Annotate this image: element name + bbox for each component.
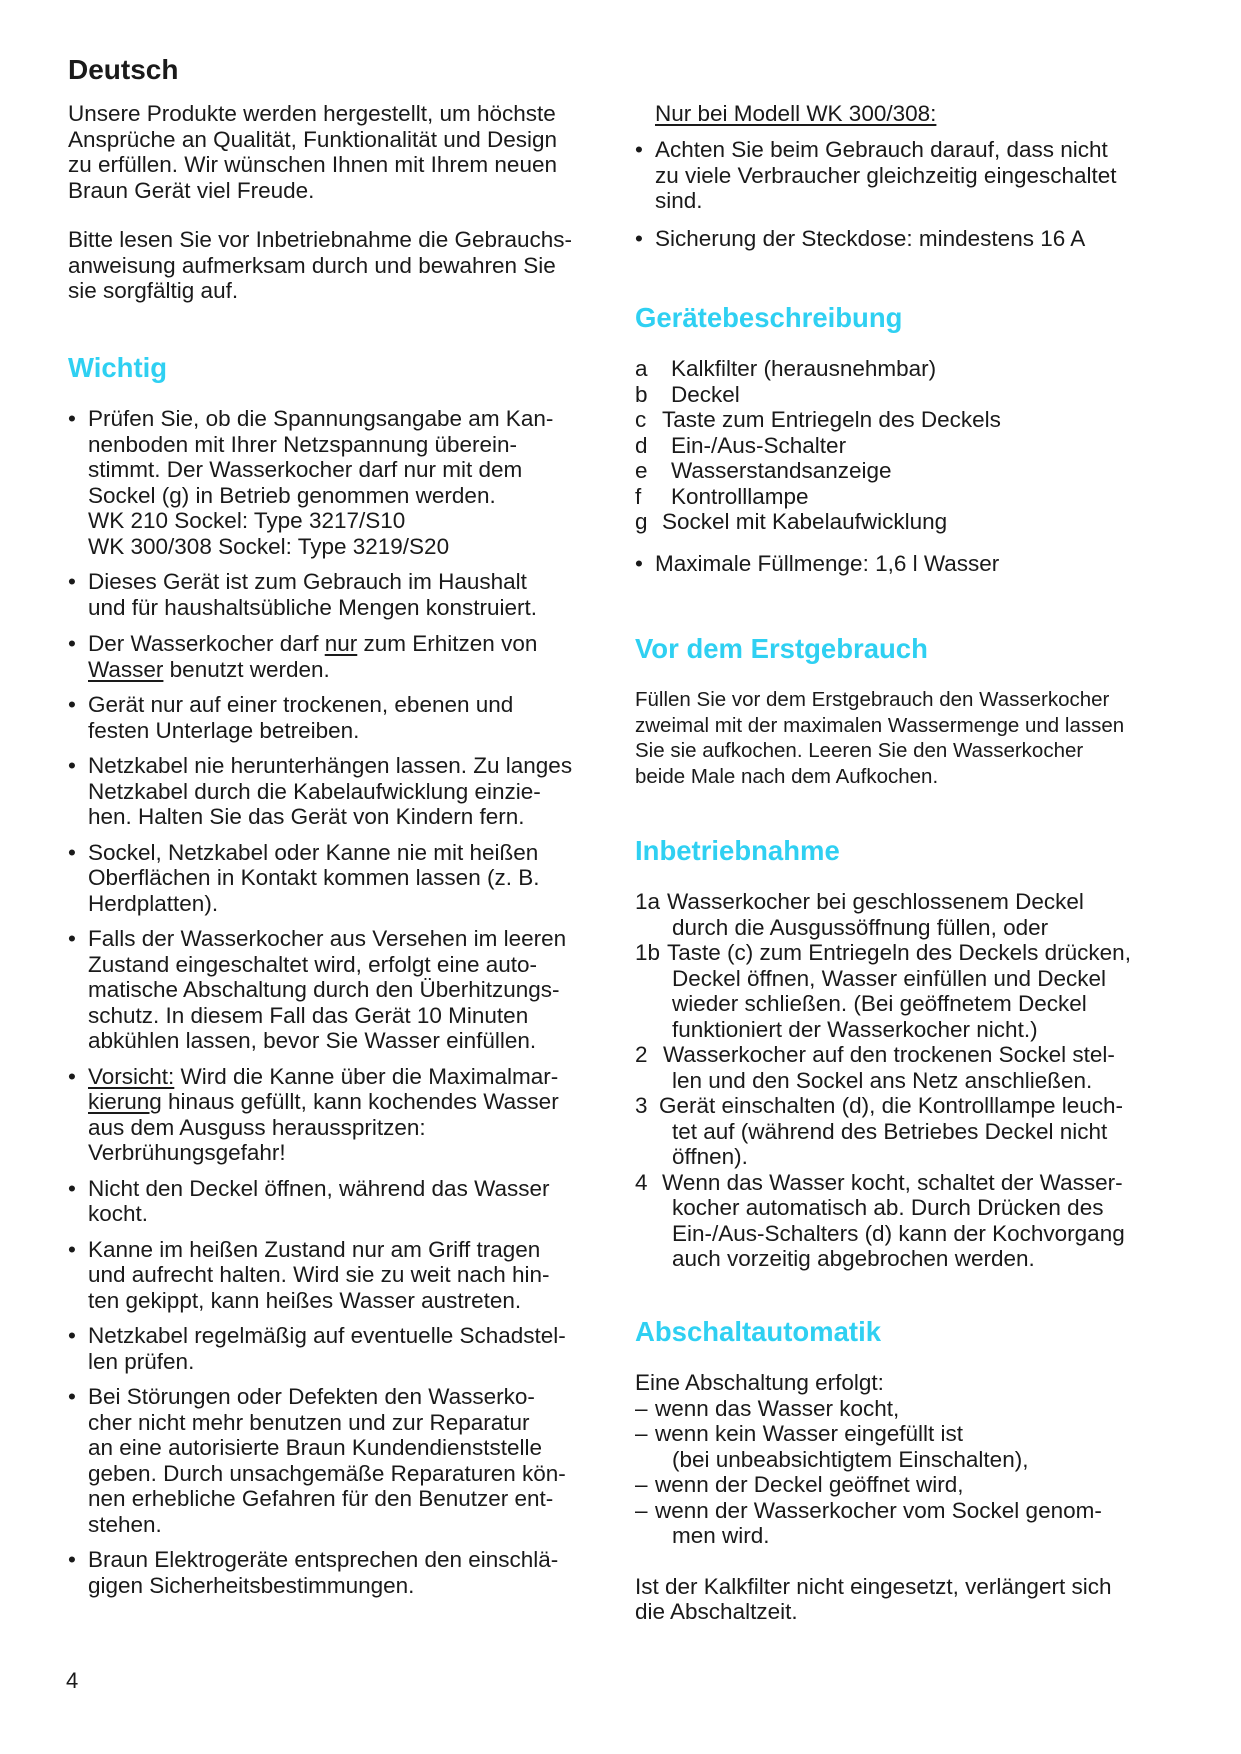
text-line: • Bei Störungen oder Defekten den Wasserko- [88,1384,535,1409]
list-item [635,433,1195,459]
text-line: und aufrecht halten. Wird sie zu weit nach hin- [88,1262,550,1287]
text-line: Gerät einschalten (d), die Kontrolllampe leuch- [659,1093,1123,1118]
item-key: f [635,483,642,509]
step-item [635,940,1210,1042]
text-line: kocht. [88,1201,149,1226]
dash-marker: – [635,1421,648,1446]
language-heading: Deutsch [68,54,179,85]
list-item [68,1176,628,1227]
text-line: wenn das Wasser kocht, [655,1395,900,1421]
text-line: • Netzkabel nie herunterhängen lassen. Zu langes [88,753,573,778]
step-key: 1a [635,889,661,914]
text-line: stehen. [88,1511,162,1537]
text-line: Taste (c) zum Entriegeln des Deckels drücken, [667,940,1131,965]
text-line: Ansprüche an Qualität, Funktionalität und Design [68,126,558,152]
list-item [635,1498,1210,1549]
item-text: Kalkfilter (herausnehmbar) [671,356,937,381]
text-line: an eine autorisierte Braun Kundendienststelle [88,1435,543,1460]
text-line: beide Male nach dem Aufkochen. [635,764,939,788]
text-line: cher nicht mehr benutzen und zur Reparatur [88,1409,530,1435]
text-line: • Netzkabel regelmäßig auf eventuelle Schadstel- [88,1323,566,1348]
text-line: Wasserkocher auf den trockenen Sockel stel- [663,1042,1115,1067]
item-text: Ein-/Aus-Schalter [671,432,847,458]
text-line: • Falls der Wasserkocher aus Versehen im leeren [88,926,567,951]
item-key: c [635,407,647,432]
text-line: Eine Abschaltung erfolgt: [635,1370,884,1395]
list-item [635,509,1195,535]
item-text: Deckel [671,381,740,407]
step-item [635,1042,1210,1093]
text-line: kocher automatisch ab. Durch Drücken des [672,1195,1104,1220]
text-line: • Gerät nur auf einer trockenen, ebenen und [88,692,514,717]
list-item [68,692,628,743]
text-line: • Achten Sie beim Gebrauch darauf, dass nicht [655,137,1108,162]
text-line: auch vorzeitig abgebrochen werden. [672,1246,1035,1271]
text-line: anweisung aufmerksam durch und bewahren Sie [68,252,556,278]
item-key: b [635,381,648,407]
text-line: öffnen). [672,1144,748,1169]
step-key: 2 [635,1042,648,1067]
text-line: gigen Sicherheitsbestimmungen. [88,1572,415,1598]
text-line: Netzkabel durch die Kabelaufwicklung einzie- [88,778,541,804]
text-run: Der Wasserkocher darf [88,631,325,656]
text-line: zu erfüllen. Wir wünschen Ihnen mit Ihrem neuen [68,152,557,177]
text-line: • Nicht den Deckel öffnen, während das Wasser [88,1175,550,1201]
text-line: WK 210 Sockel: Type 3217/S10 [88,508,406,533]
step-item [635,1170,1210,1272]
item-text: Wasserstandsanzeige [671,458,892,483]
list-item [68,1237,628,1314]
text-line: zweimal mit der maximalen Wassermenge und lassen [635,713,1125,737]
text-line: festen Unterlage betreiben. [88,717,360,743]
step-key: 3 [635,1093,648,1118]
text-line: • Prüfen Sie, ob die Spannungsangabe am Kan- [88,406,554,431]
text-line: • Dieses Gerät ist zum Gebrauch im Haushalt [88,569,527,594]
text-line: Zustand eingeschaltet wird, erfolgt eine auto- [88,951,538,977]
text-line: aus dem Ausguss herausspritzen: [88,1114,426,1140]
text-line: Verbrühungsgefahr! [88,1140,286,1165]
text-line: (bei unbeabsichtigtem Einschalten), [672,1446,1029,1472]
text-line: sie sorgfältig auf. [68,278,239,303]
text-line: wenn kein Wasser eingefüllt ist [655,1421,964,1446]
text-line: wenn der Wasserkocher vom Sockel genom- [655,1497,1102,1523]
list-item [635,484,1195,510]
text-line: Bitte lesen Sie vor Inbetriebnahme die Gebrauchs- [68,227,573,252]
text-line: • Sockel, Netzkabel oder Kanne nie mit heißen [88,839,539,865]
text-line: tet auf (während des Betriebes Deckel nicht [672,1118,1108,1144]
text-line: sind. [655,188,703,213]
page-number: 4 [66,1668,79,1693]
text-line: Ein-/Aus-Schalters (d) kann der Kochvorgang [672,1220,1125,1246]
list-item [635,356,1195,382]
list-item [68,406,628,559]
text-line: • Kanne im heißen Zustand nur am Griff tragen [88,1236,541,1262]
text-line: durch die Ausgussöffnung füllen, oder [672,914,1049,940]
list-item [635,1396,1210,1422]
list-item [635,551,1195,577]
beschreibung-heading: Gerätebeschreibung [635,302,903,333]
text-line [88,1064,628,1090]
intro-paragraph [68,101,628,203]
text-run: hinaus gefüllt, kann kochendes Wasser [161,1089,559,1114]
item-text: Kontrolllampe [671,483,809,509]
text-line: Ist der Kalkfilter nicht eingesetzt, verlängert sich [635,1573,1112,1599]
list-item [68,569,628,620]
text-line: • Braun Elektrogeräte entsprechen den einschlä- [88,1547,559,1572]
text-line: • Sicherung der Steckdose: mindestens 16 A [655,225,1086,251]
item-key: a [635,356,648,381]
text-line: Deckel öffnen, Wasser einfüllen und Deckel [672,965,1106,991]
list-item [635,382,1195,408]
inbetriebnahme-heading: Inbetriebnahme [635,835,840,866]
model-note-title [655,101,936,127]
text-line [88,631,628,657]
model-note-list [635,137,1195,251]
text-line: wenn der Deckel geöffnet wird, [655,1472,964,1497]
item-key: d [635,432,648,458]
text-line [88,1089,628,1115]
text-line: schutz. In diesem Fall das Gerät 10 Minuten [88,1002,529,1028]
erstgebrauch-paragraph [635,687,1210,789]
text-line: Oberflächen in Kontakt kommen lassen (z. B. [88,865,540,890]
parts-list [635,356,1195,576]
text-line: die Abschaltzeit. [635,1599,798,1624]
underlined-title: Nur bei Modell WK 300/308: [655,101,937,126]
underlined-word: nur [324,631,358,656]
text-line: hen. Halten Sie das Gerät von Kindern fern. [88,804,525,829]
step-key: 1b [635,940,661,965]
item-text: Sockel mit Kabelaufwicklung [662,509,948,534]
dash-marker: – [635,1472,648,1497]
list-item [68,926,628,1054]
text-line: und für haushaltsübliche Mengen konstruiert. [88,594,538,620]
text-line: len prüfen. [88,1348,195,1374]
text-line: nenboden mit Ihrer Netzspannung überein- [88,431,518,457]
list-item [68,1323,628,1374]
text-line: Sockel (g) in Betrieb genommen werden. [88,482,496,508]
erstgebrauch-heading: Vor dem Erstgebrauch [635,633,928,664]
text-line: matische Abschaltung durch den Überhitzungs- [88,977,560,1002]
dash-marker: – [635,1497,648,1523]
list-item [68,1064,628,1166]
intro-paragraph-2 [68,227,628,304]
abschalt-list [635,1370,1210,1625]
dash-marker: – [635,1395,648,1421]
step-item [635,889,1210,940]
list-item [635,226,1195,252]
item-key: g [635,509,648,534]
text-line: stimmt. Der Wasserkocher darf nur mit dem [88,457,523,482]
list-item [68,631,628,682]
list-item [68,753,628,830]
text-line: len und den Sockel ans Netz anschließen. [672,1067,1093,1093]
text-run: zum Erhitzen von [357,631,538,656]
text-line: zu viele Verbraucher gleichzeitig eingeschaltet [655,162,1117,188]
text-line: geben. Durch unsachgemäße Reparaturen kön- [88,1460,566,1486]
list-item [635,137,1195,214]
item-key: e [635,458,648,483]
text-run: benutzt werden. [163,656,330,682]
text-line [88,657,628,683]
text-line: nen erhebliche Gefahren für den Benutzer ent- [88,1486,554,1511]
inbetriebnahme-steps [635,889,1210,1272]
item-text: Taste zum Entriegeln des Deckels [662,407,1001,432]
list-item [635,458,1195,484]
underlined-word: Vorsicht: [88,1063,175,1089]
text-line: Wenn das Wasser kocht, schaltet der Wasser- [662,1169,1123,1195]
text-line: • Maximale Füllmenge: 1,6 l Wasser [655,550,1000,576]
text-line: Braun Gerät viel Freude. [68,177,315,203]
list-item [68,1547,628,1598]
wichtig-heading: Wichtig [68,352,168,383]
list-item [635,1472,1210,1498]
underlined-word: Wasser [88,656,164,682]
text-line: WK 300/308 Sockel: Type 3219/S20 [88,533,450,559]
abschalt-heading: Abschaltautomatik [635,1316,882,1347]
text-line: Füllen Sie vor dem Erstgebrauch den Wasserkocher [635,688,1110,711]
list-item [68,840,628,917]
text-line: Wasserkocher bei geschlossenem Deckel [667,889,1084,914]
abschalt-note [635,1574,1210,1625]
text-line: abkühlen lassen, bevor Sie Wasser einfüllen. [88,1028,537,1053]
underlined-word: kierung [88,1089,162,1114]
text-run: Wird die Kanne über die Maximalmar- [174,1063,559,1089]
text-line: wieder schließen. (Bei geöffnetem Deckel [672,991,1087,1016]
text-line: Sie sie aufkochen. Leeren Sie den Wasserkocher [635,739,1084,762]
text-line: ten gekippt, kann heißes Wasser austreten. [88,1287,522,1313]
step-item [635,1093,1210,1170]
text-line: funktioniert der Wasserkocher nicht.) [672,1016,1038,1042]
text-line: men wird. [672,1523,770,1548]
list-item [635,407,1195,433]
text-line: Herdplatten). [88,890,219,916]
wichtig-list [68,406,628,1598]
text-line: Unsere Produkte werden hergestellt, um höchste [68,101,556,126]
list-item [68,1384,628,1537]
step-key: 4 [635,1169,648,1195]
list-item [635,1421,1210,1472]
